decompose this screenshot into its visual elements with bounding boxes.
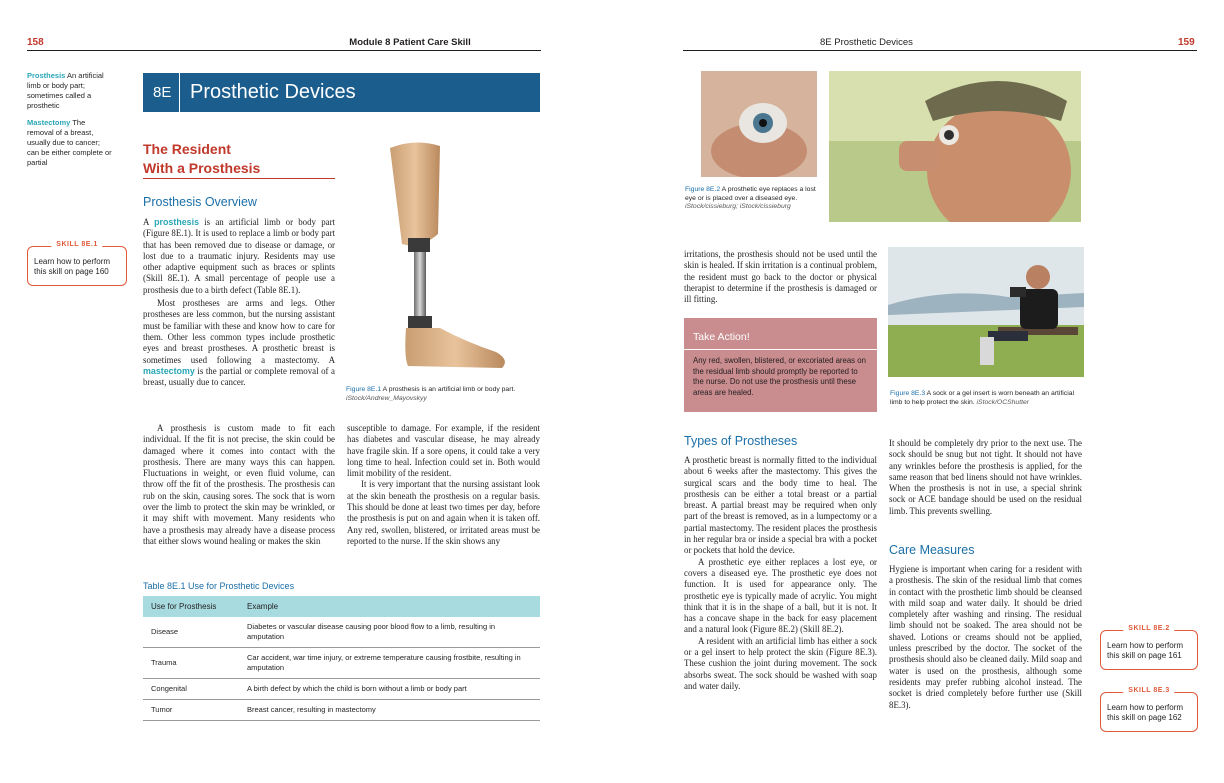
subhead-overview: Prosthesis Overview — [143, 195, 257, 209]
table-row: Congenital A birth defect by which the child is born without a limb or body part — [143, 679, 540, 700]
section-title-line1: The Resident — [143, 141, 231, 157]
body-column-4-care: Hygiene is important when caring for a resident with a prosthesis. The skin of the residual limb that comes in contact with the prosthetic limb should be cleansed with mild soap and water daily. It should be dried completely after washing and rinsing. The residual limb should not be soaked. The area should not be shaved. Lotions or creams should not be applied, unless prescribed by the doctor. The socket of the prosthesis should also be cleaned daily. Mild soap and water is used on the prosthesis, although some residents may prefer rubbing alcohol instead. The socket is dried completely before further use (Skill 8E.3). — [889, 564, 1082, 710]
banner-code: 8E — [153, 84, 172, 101]
skill-box-8e1[interactable] — [27, 241, 127, 286]
man-prosthetic-sock-photo — [888, 247, 1084, 377]
banner-title: Prosthetic Devices — [190, 81, 356, 103]
table-row: Disease Diabetes or vascular disease causing poor blood flow to a limb, resulting in amputation — [143, 617, 540, 648]
section-title-line2: With a Prosthesis — [143, 160, 261, 176]
keyword-prosthesis[interactable]: prosthesis — [154, 217, 200, 227]
section-banner — [143, 73, 540, 112]
section-title — [143, 140, 260, 178]
figure-8e1-caption: Figure 8E.1 A prosthesis is an artificial limb or body part. iStock/Andrew_Mayovskyy — [346, 386, 516, 402]
left-running-head: Module 8 Patient Care Skill — [349, 37, 471, 48]
right-page-number: 159 — [1178, 37, 1195, 48]
skill-box-8e3[interactable] — [1100, 687, 1198, 732]
table-row: Trauma Car accident, war time injury, or extreme temperature causing frostbite, resulting in amputation — [143, 648, 540, 679]
table-header: Example — [239, 596, 540, 617]
skill-tag: SKILL 8E.2 — [1123, 625, 1174, 632]
section-title-rule — [143, 178, 335, 179]
body-column-4: It should be completely dry prior to the next use. The sock should be snug but not tight. It should not have any wrinkles before the prosthesis is applied, for the same reason that bed linens should not have wrinkles. When the prosthesis is not in use, a special shrink sock or ACE bandage should be used on the residual limb. This prevents swelling. — [889, 438, 1082, 516]
glossary-definition: The removal of a breast, usually due to cancer; can be either complete or partial — [27, 118, 112, 167]
skill-text: Learn how to perform this skill on page 160 — [34, 257, 111, 276]
glossary-definition: An artificial limb or body part; sometimes called a prosthetic — [27, 71, 104, 110]
body-column-1-continued: A prosthesis is custom made to fit each individual. If the fit is not precise, the skin could be damaged where it comes into contact with the prosthesis. There are many ways this can happen. Fluctuations in weight, or even fluid volume, can throw off the fit of the prosthesis. The prosthesis can rub on the skin, causing sores. The sock that is worn over the limb to protect the skin may be wrinkled, or it may shift with movement. Many residents who have a prosthesis may already have a disease process that either slows wound healing or makes the skin — [143, 423, 335, 546]
left-header-rule — [27, 50, 541, 51]
left-page-number: 158 — [27, 37, 44, 48]
take-action-title: Take Action! — [693, 331, 750, 343]
glossary-prosthesis — [27, 71, 113, 111]
prosthetic-eye-hand-photo — [701, 71, 817, 177]
man-prosthetic-eye-photo — [829, 71, 1081, 222]
table-title: Table 8E.1 Use for Prosthetic Devices — [143, 581, 295, 591]
right-running-head: 8E Prosthetic Devices — [820, 37, 913, 48]
skill-box-8e2[interactable] — [1100, 625, 1198, 670]
right-header-rule — [683, 50, 1197, 51]
body-column-1: A prosthesis is an artificial limb or body part (Figure 8E.1). It is used to replace a limb or body part that has been removed due to disease or damage, or lost due to a traumatic injury. Residents may use other adaptive equipment such as braces or splints (Skill 8E.1). A small percentage of people use a prosthesis due to a birth defect (Table 8E.1). Most prostheses are arms and legs. Other prostheses are less common, but the nursing assistant must be familiar with these and know how to care for them. Other less common types include prosthetic eyes and breast prostheses. A prosthetic breast is sometimes used following a mastectomy. A mastectomy is the partial or complete removal of a breast, usually due to cancer. — [143, 217, 335, 388]
skill-text: Learn how to perform this skill on page 162 — [1107, 703, 1184, 722]
glossary-term: Prosthesis — [27, 71, 66, 80]
skill-tag: SKILL 8E.1 — [51, 241, 102, 248]
subhead-types: Types of Prostheses — [684, 434, 798, 448]
skill-tag: SKILL 8E.3 — [1123, 687, 1174, 694]
glossary-mastectomy — [27, 118, 113, 168]
glossary-term: Mastectomy — [27, 118, 71, 127]
take-action-box — [684, 318, 877, 412]
body-column-3: A prosthetic breast is normally fitted to the individual about 6 weeks after the mastectomy. This gives the surgical scars and the body time to heal. The prosthesis can be either a total breast or a partial breast. A partial breast may be required when only part of the breast is removed, as in a lumpectomy or a partial mastectomy. The resident places the prosthesis in her regular bra or inside a special bra with a pocket or pockets that hold the device. A prosthetic eye either replaces a lost eye, or covers a diseased eye. The prosthetic eye does not function. It is used for appearance only. The prosthetic eye is typically made of acrylic. You might think that it is in the shape of a ball, but it is not. It has a concave shape in the back for easy placement and a natural look (Figure 8E.2) (Skill 8E.2). A resident with an artificial limb has either a sock or a gel insert to help protect the skin (Figure 8E.3). These cushion the joint during movement. The sock absorbs sweat. The sock should be washed with soap and water daily. — [684, 455, 877, 691]
take-action-text: Any red, swollen, blistered, or excoriated areas on the residual limb should promptly be reported to the nurse. Do not use the prosthesis until these areas are healed. — [693, 356, 866, 397]
body-continuation: irritations, the prosthesis should not be used until the skin is healed. If skin irritation is a continual problem, the resident must go back to the doctor or physical therapist to determine if the prosthesis is damaged or ill fitting. — [684, 249, 877, 305]
prosthetic-uses-table — [143, 596, 540, 721]
table-header: Use for Prosthesis — [143, 596, 239, 617]
body-column-2: susceptible to damage. For example, if the resident has diabetes and vascular disease, he may already have fragile skin. If a sore opens, it could take a very long time to heal. Infection could set in. Both would limit mobility of the resident. It is very important that the nursing assistant look at the skin beneath the prosthesis on a regular basis. This should be done at least two times per day, before the prosthesis is put on and again when it is taken off. Any red, swollen, blistered, or irritated areas must be reported to the nurse. If the skin shows any — [347, 423, 540, 546]
keyword-mastectomy[interactable]: mastectomy — [143, 365, 195, 376]
subhead-care: Care Measures — [889, 543, 975, 557]
skill-text: Learn how to perform this skill on page 161 — [1107, 641, 1184, 660]
prosthetic-leg-image — [370, 138, 520, 378]
figure-8e3-caption: Figure 8E.3 A sock or a gel insert is worn beneath an artificial limb to help protect the skin. iStock/OCShutter — [890, 390, 1074, 406]
figure-8e2-caption: Figure 8E.2 A prosthetic eye replaces a lost eye or is placed over a diseased eye. iStock/cissieburg; iStock/cissieburg — [685, 186, 816, 210]
table-row: Tumor Breast cancer, resulting in mastectomy — [143, 700, 540, 721]
